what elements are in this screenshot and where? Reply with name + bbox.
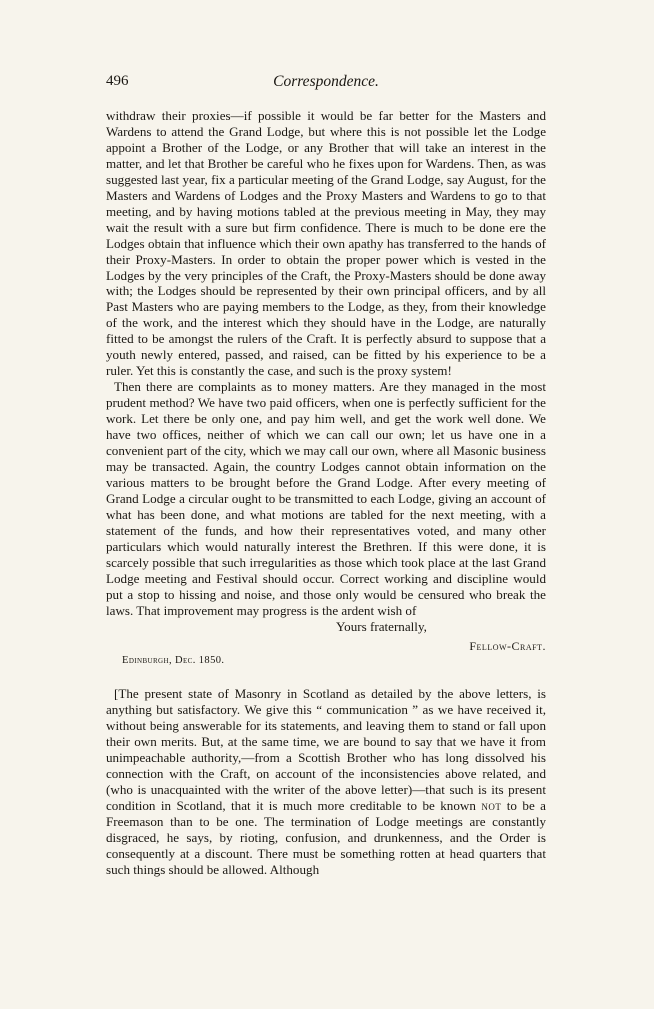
paragraph-money-matters: Then there are complaints as to money matters. Are they managed in the most prudent method? We have two paid officers, when one is perfectly sufficient for the work. Let there be only one, and pay him well, and get the work well done. We have two offices, neither of which we can call our own; let us have one in a convenient part of the city, which we may call our own, where all Masonic business may be transacted. Again, the country Lodges cannot obtain information on the various matters to be brought before the Grand Lodge. After every meeting of Grand Lodge a circular ought to be transmitted to each Lodge, giving an account of what has been done, and what motions are tabled for the next meeting, with a statement of the funds, and how their representatives voted, and many other particulars which would naturally interest the Brethren. If this were done, it is scarcely possible that such irregularities as those which took place at the last Grand Lodge meeting and Festival should occur. Correct working and discipline would put a stop to hissing and noise, and those only would be censured who break the laws. That improvement may progress is the ardent wish of [106,379,546,618]
editor-note [106,686,546,877]
letter-signature: Fellow-Craft. [469,639,546,654]
editor-note-emphasis: not [481,798,502,814]
paragraph-proxies: withdraw their proxies—if possible it would be far better for the Masters and Wardens to attend the Grand Lodge, but where this is not possible let the Lodge appoint a Brother of the Lodge, or any Brother that will take an interest in the matter, and let that Brother be careful who he fixes upon for Wardens. Then, as was suggested last year, fix a particular meeting of the Grand Lodge, say August, for the Masters and Wardens of Lodges and the Proxy Masters and Wardens to go to that meeting, and by having motions tabled at the previous meeting in May, they may wait the result with a sure but firm confidence. There is much to be done ere the Lodges obtain that influence which their own apathy has transferred to the hands of their Proxy-Masters. In order to obtain the proper power which is vested in the Lodges by the very principles of the Craft, the Proxy-Masters should be done away with; the Lodges should be represented by their own principal officers, and by all Past Masters who are paying members to the Lodge, as they, from their knowledge of the work, and the interest which they should have in the Lodge, are naturally fitted to be amongst the rulers of the Craft. It is perfectly absurd to suppose that a youth newly entered, passed, and raised, can be fitted by his experience to be a ruler. Yet this is constantly the case, and such is the proxy system! [106,108,546,379]
editor-note-text-1: [The present state of Masonry in Scotland as detailed by the above letters, is anything but satisfactory. We give this “ communication ” as we have received it, without being answerable for its statements, and leaving them to stand or fall upon their own merits. But, at the same time, we are bound to say that we have it from unimpeachable authority,—from a Scottish Brother who has long dissolved his connection with the Craft, on account of the inconsistencies above related, and (who is unacquainted with the writer of the above letter)—that such is its present condition in Scotland, that it is much more creditable to be known [106,686,546,814]
page-header [106,70,546,94]
editor-note-text-2: to be a Freemason than to be one. The termination of Lodge meetings are constantly disgraced, he says, by rioting, confusion, and drunkenness, and the Order is consequently at a discount. There must be something rotten at head quarters that such things should be allowed. Although [106,798,546,877]
letter-closing: Yours fraternally, [336,618,427,634]
letter-place-date: Edinburgh, Dec. 1850. [122,655,225,667]
running-title: Correspondence. [273,73,379,90]
document-page [106,70,546,878]
page-number: 496 [106,73,129,89]
